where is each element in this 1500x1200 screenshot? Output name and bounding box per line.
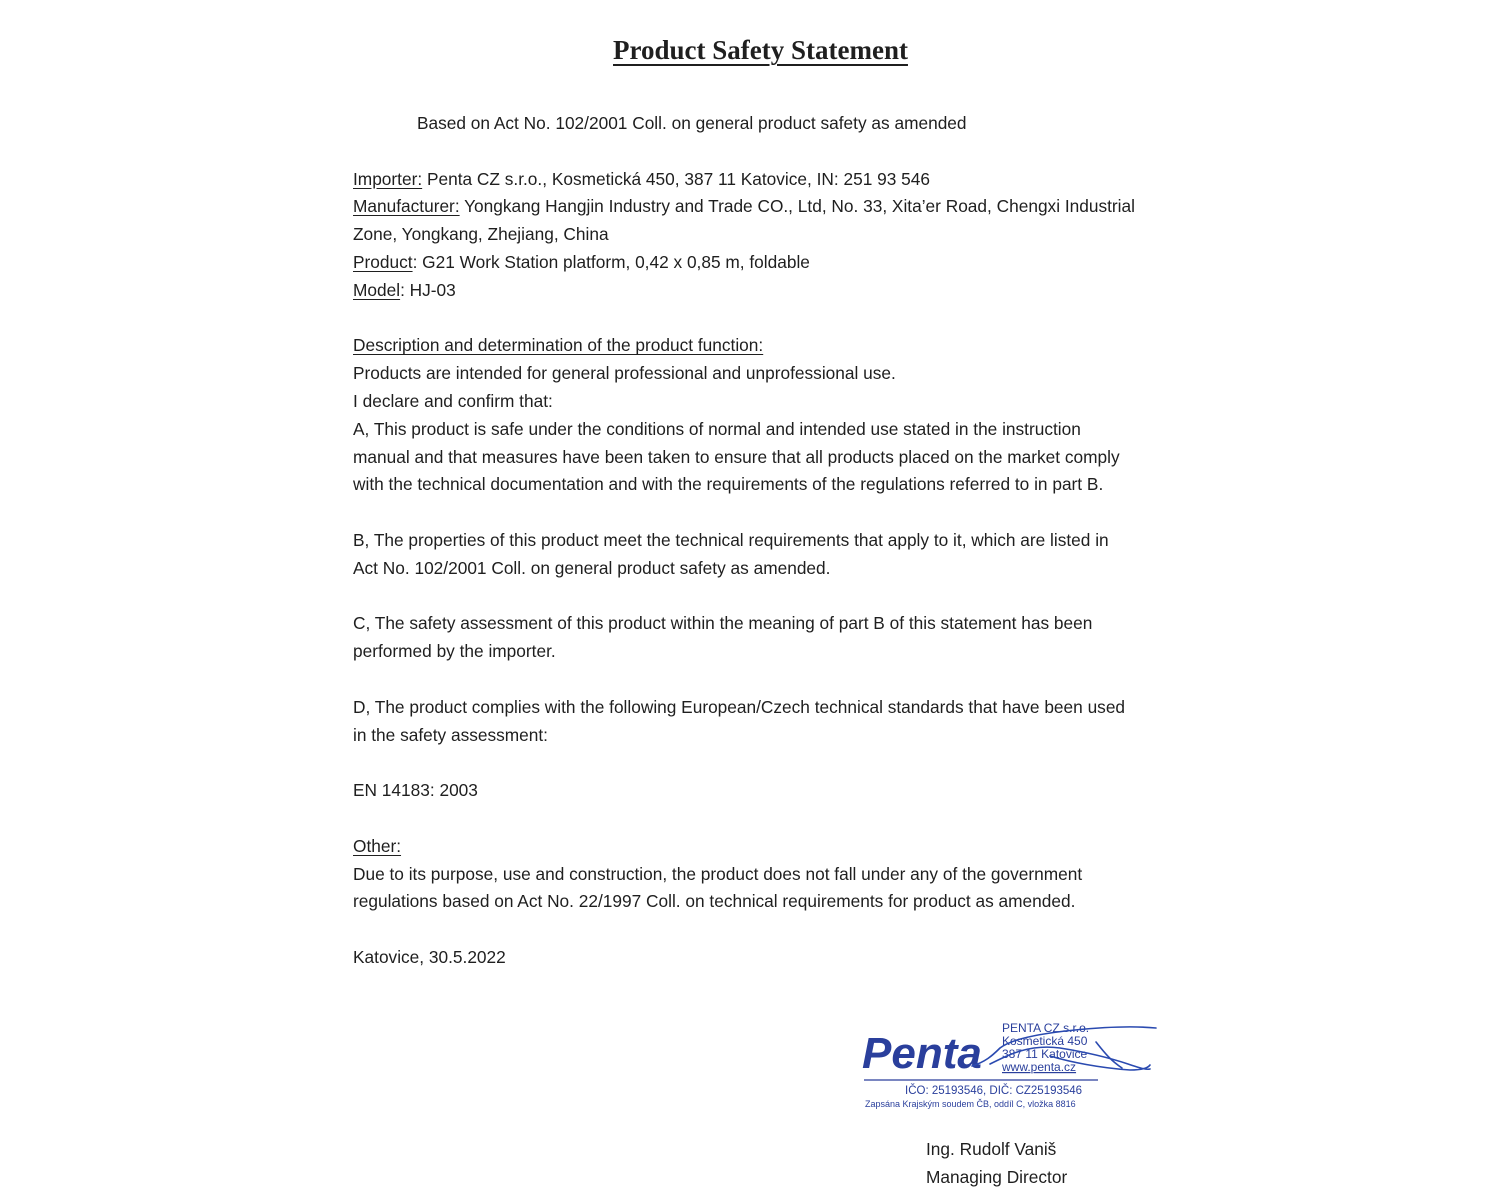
- intended-use: Products are intended for general professional and unprofessional use.: [353, 363, 896, 384]
- point-a-line: A, This product is safe under the conditions of normal and intended use stated in the instruction: [353, 418, 1081, 439]
- product-label: Product: [353, 251, 413, 272]
- place-date: Katovice, 30.5.2022: [353, 946, 506, 967]
- manufacturer-label: Manufacturer:: [353, 196, 460, 217]
- point-b-line: Act No. 102/2001 Coll. on general product safety as amended.: [353, 557, 831, 578]
- company-stamp: [860, 1018, 1160, 1118]
- product-value: : G21 Work Station platform, 0,42 x 0,85 m, foldable: [412, 251, 810, 272]
- page-title: Product Safety Statement: [613, 35, 908, 65]
- point-a-line: manual and that measures have been taken to ensure that all products placed on the market comply: [353, 446, 1120, 467]
- other-line: regulations based on Act No. 22/1997 Coll. on technical requirements for product as amended.: [353, 891, 1076, 912]
- signatory-name: Ing. Rudolf Vaniš: [926, 1139, 1057, 1159]
- company-stamp-graphic: [860, 1018, 1160, 1118]
- statement-body: [353, 110, 1183, 972]
- point-c-line: C, The safety assessment of this product within the meaning of part B of this statement has been: [353, 613, 1093, 634]
- signatory-role: Managing Director: [926, 1166, 1068, 1187]
- stamp-company: PENTA CZ s.r.o.: [1002, 1021, 1090, 1035]
- model-label: Model: [353, 279, 401, 300]
- stamp-registry: Zapsána Krajským soudem ČB, oddíl C, vložka 8816: [865, 1099, 1076, 1109]
- point-a-line: with the technical documentation and with the requirements of the regulations referred to in part B.: [353, 474, 1104, 495]
- manufacturer-value: Yongkang Hangjin Industry and Trade CO., Ltd, No. 33, Xita’er Road, Chengxi Industrial: [459, 196, 1135, 217]
- point-d-line: in the safety assessment:: [353, 724, 548, 745]
- point-c-line: performed by the importer.: [353, 641, 556, 662]
- point-b-line: B, The properties of this product meet the technical requirements that apply to it, which are listed in: [353, 529, 1109, 550]
- stamp-street: Kosmetická 450: [1002, 1034, 1088, 1048]
- standard-reference: EN 14183: 2003: [353, 780, 478, 801]
- manufacturer-line: [353, 193, 1183, 221]
- point-d-line: D, The product complies with the following European/Czech technical standards that have been used: [353, 696, 1126, 717]
- manufacturer-value-cont: Zone, Yongkang, Zhejiang, China: [353, 224, 609, 245]
- importer-line: [353, 166, 1183, 194]
- stamp-city: 387 11 Katovice: [1002, 1047, 1088, 1061]
- stamp-ink: [862, 1021, 1098, 1109]
- stamp-ids: IČO: 25193546, DIČ: CZ25193546: [905, 1085, 1083, 1097]
- importer-value: Penta CZ s.r.o., Kosmetická 450, 387 11 Katovice, IN: 251 93 546: [422, 168, 931, 189]
- stamp-web: www.penta.cz: [1002, 1060, 1077, 1074]
- legal-basis: Based on Act No. 102/2001 Coll. on general product safety as amended: [417, 113, 967, 133]
- other-line: Due to its purpose, use and construction, the product does not fall under any of the government: [353, 863, 1083, 884]
- product-line: [353, 249, 1183, 277]
- description-heading: Description and determination of the product function:: [353, 335, 764, 356]
- declaration: I declare and confirm that:: [353, 390, 553, 411]
- signatory-block: [926, 1136, 1067, 1192]
- stamp-logo: Penta: [862, 1029, 982, 1078]
- importer-label: Importer:: [353, 168, 423, 189]
- other-heading: Other:: [353, 835, 402, 856]
- model-line: [353, 277, 1183, 305]
- model-value: : HJ-03: [400, 279, 456, 300]
